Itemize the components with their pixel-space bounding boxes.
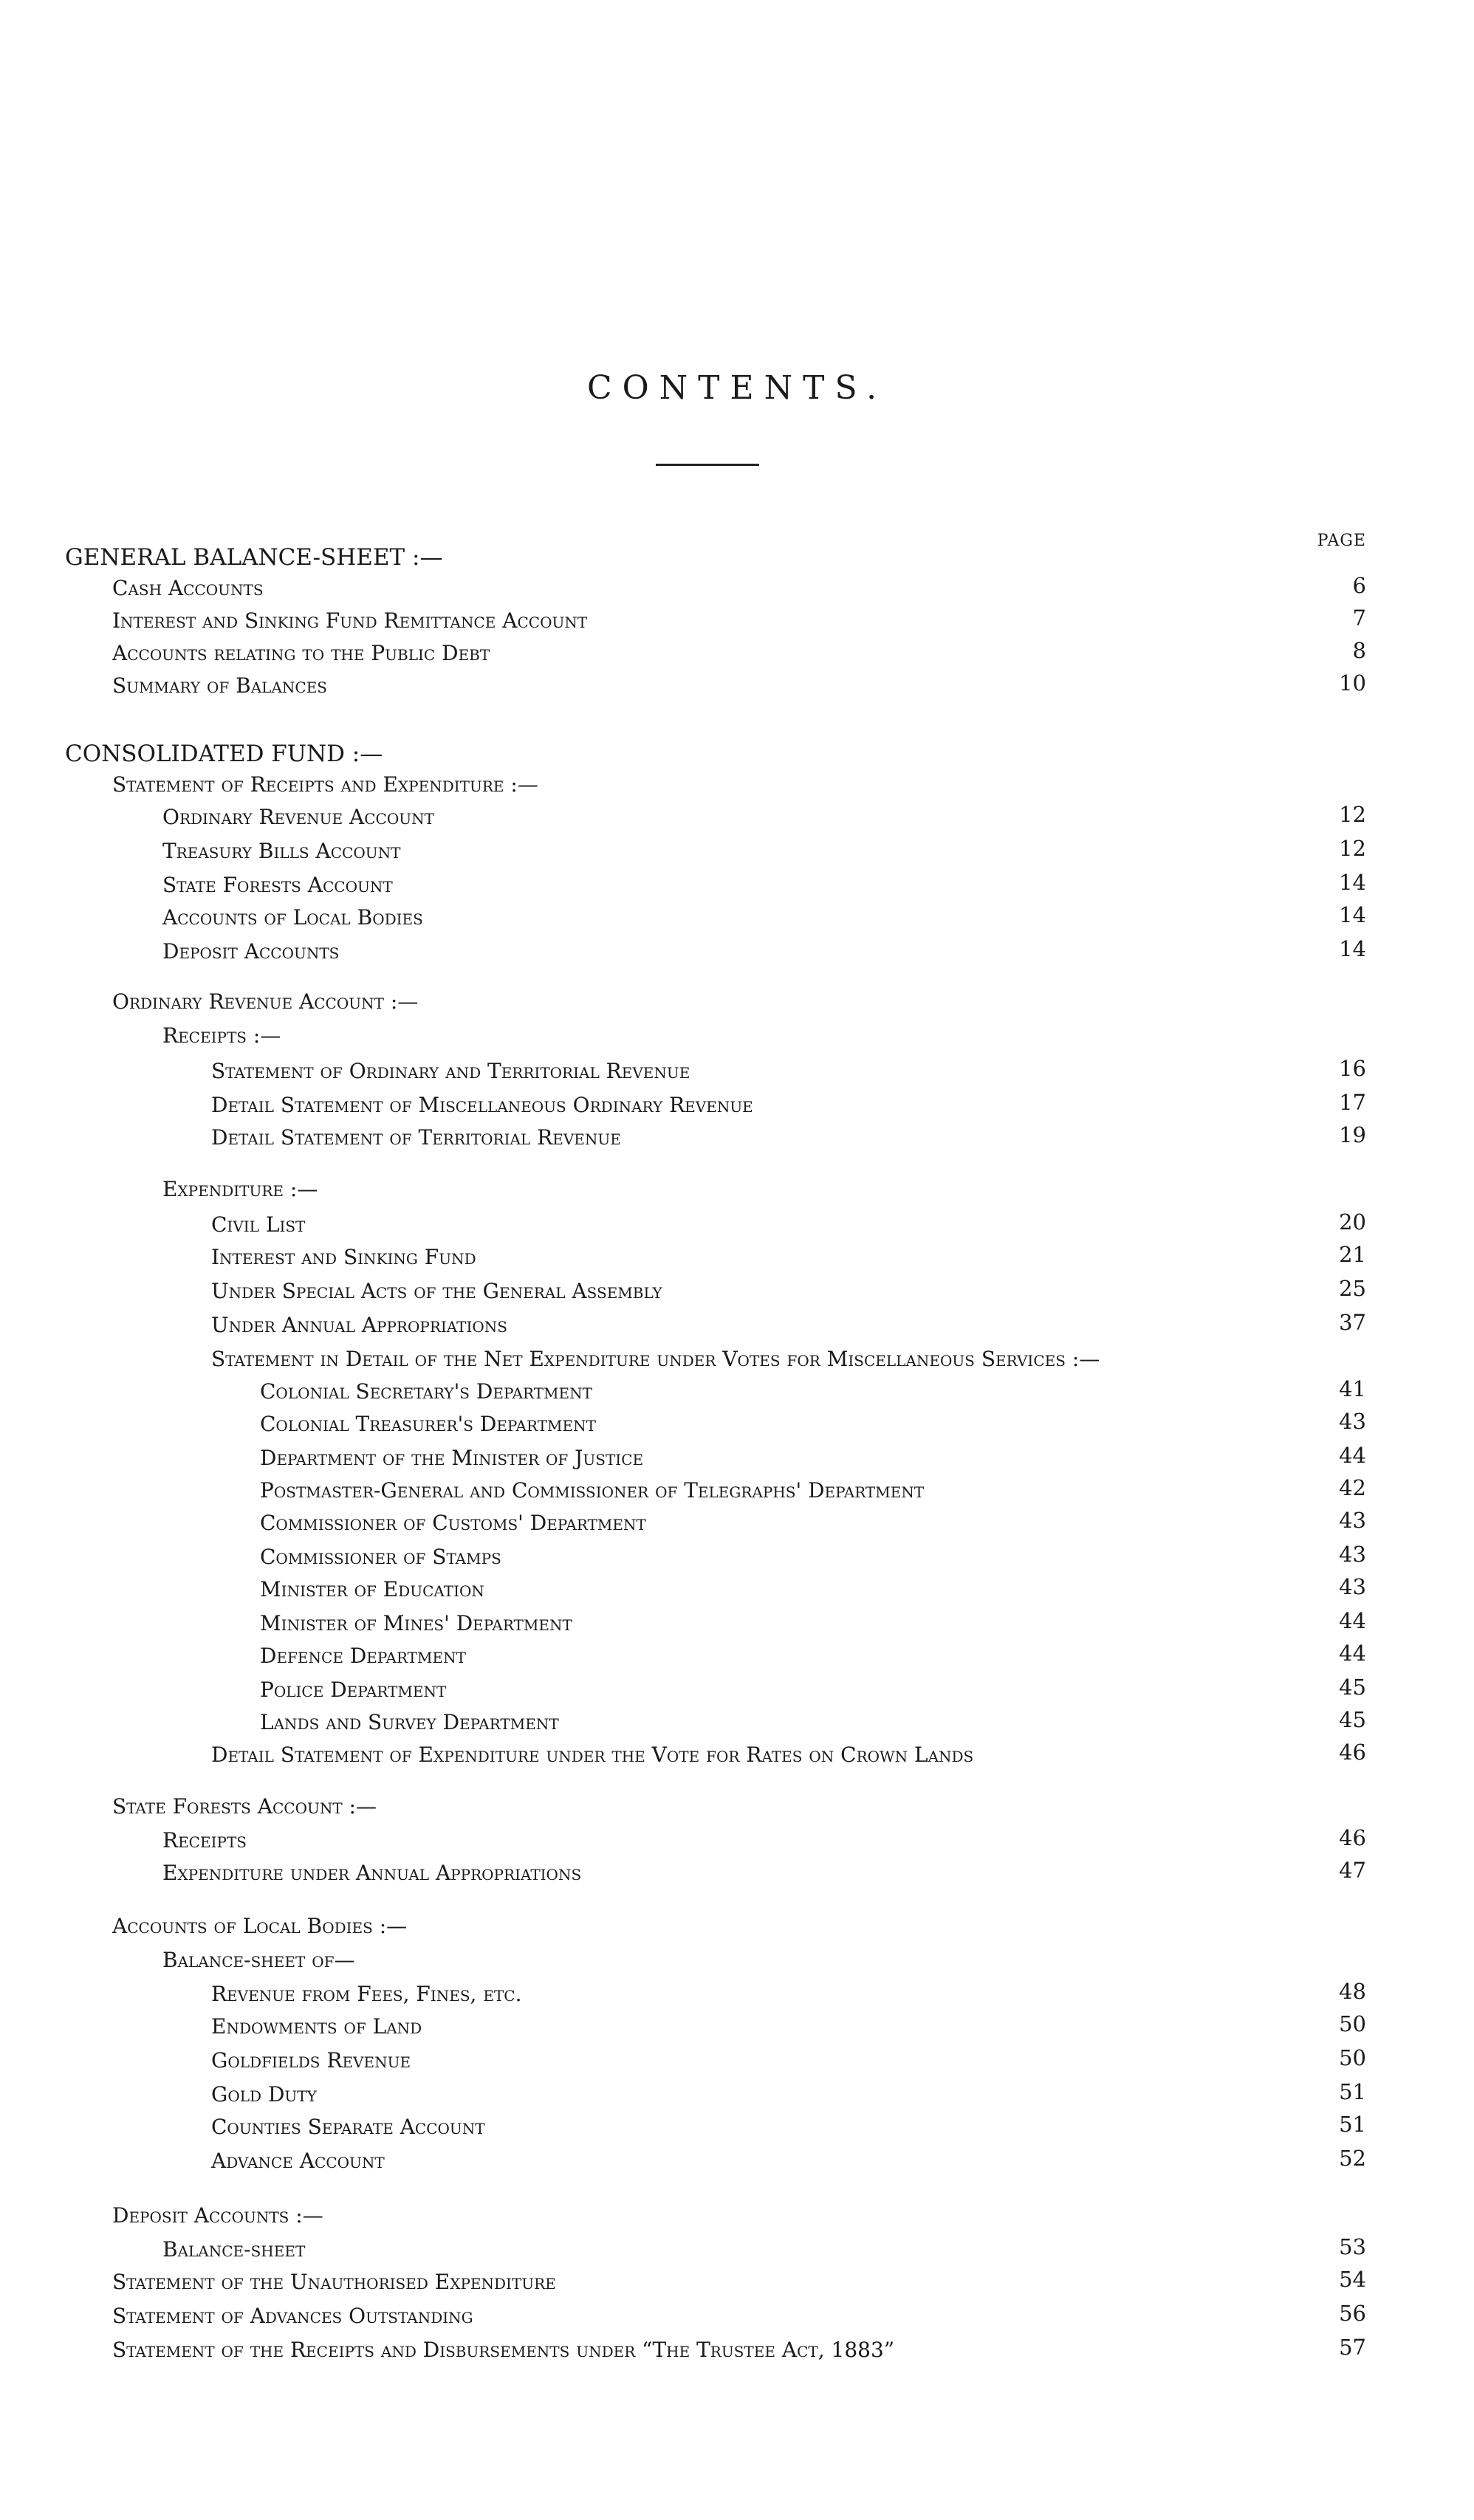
toc-entry (0, 1827, 1474, 1859)
entry-label: Accounts of Local Bodies (162, 905, 423, 930)
entry-page-number: 19 (1339, 1122, 1366, 1147)
entry-page-number: 46 (1339, 1740, 1366, 1765)
entry-label: Accounts of Local Bodies :— (112, 1914, 408, 1938)
entry-page-number: 50 (1339, 2045, 1366, 2070)
entry-page-number: 44 (1339, 1641, 1366, 1666)
entry-label: Revenue from Fees, Fines, etc. (211, 1982, 522, 2006)
section-heading (0, 543, 1474, 576)
entry-label: Statement in Detail of the Net Expenditure under Votes for Miscellaneous Services :— (211, 1347, 1100, 1371)
entry-label: Minister of Mines' Department (260, 1611, 572, 1635)
entry-page-number: 41 (1339, 1376, 1366, 1401)
entry-label: Minister of Education (260, 1577, 484, 1601)
entry-page-number: 20 (1339, 1209, 1366, 1235)
toc-entry (0, 1057, 1474, 1090)
entry-label: Statement of the Receipts and Disbursements under “The Trustee Act, 1883” (112, 2338, 895, 2362)
entry-label: CONSOLIDATED FUND :— (65, 741, 383, 767)
toc-entry (0, 1980, 1474, 2013)
toc-entry (0, 1124, 1474, 1156)
toc-entry (0, 1576, 1474, 1608)
toc-entry (0, 1277, 1474, 1310)
entry-page-number: 45 (1339, 1707, 1366, 1732)
toc-entry (0, 574, 1474, 607)
toc-entry (0, 837, 1474, 870)
toc-entry (0, 1642, 1474, 1675)
toc-entry (0, 1311, 1474, 1344)
toc-entry (0, 2113, 1474, 2146)
entry-label: Commissioner of Customs' Department (260, 1511, 646, 1535)
toc-entry (0, 1175, 1474, 1208)
toc-entry (0, 988, 1474, 1020)
entry-label: Goldfields Revenue (211, 2048, 411, 2073)
entry-page-number: 46 (1339, 1825, 1366, 1850)
entry-page-number: 52 (1339, 2146, 1366, 2171)
entry-page-number: 14 (1339, 936, 1366, 961)
entry-label: Accounts relating to the Public Debt (112, 641, 490, 665)
entry-label: Receipts (162, 1828, 247, 1853)
entry-label: State Forests Account (162, 873, 393, 897)
entry-page-number: 12 (1339, 836, 1366, 861)
toc-entry (0, 2202, 1474, 2234)
toc-entry (0, 1091, 1474, 1124)
entry-label: Colonial Secretary's Department (260, 1379, 592, 1404)
entry-label: Ordinary Revenue Account :— (112, 989, 419, 1014)
toc-entry (0, 803, 1474, 836)
toc-entry (0, 1912, 1474, 1945)
entry-label: Defence Department (260, 1644, 466, 1668)
toc-entry (0, 2147, 1474, 2180)
toc-entry (0, 1477, 1474, 1509)
entry-page-number: 53 (1339, 2234, 1366, 2259)
entry-label: Cash Accounts (112, 576, 264, 600)
entry-page-number: 51 (1339, 2112, 1366, 2137)
entry-page-number: 48 (1339, 1979, 1366, 2004)
toc-entry (0, 607, 1474, 639)
toc-entry (0, 1543, 1474, 1576)
section-heading (0, 740, 1474, 772)
entry-label: Statement of Ordinary and Territorial Revenue (211, 1059, 690, 1083)
entry-label: Under Special Acts of the General Assembly (211, 1279, 662, 1303)
entry-page-number: 51 (1339, 2079, 1366, 2104)
entry-label: Summary of Balances (112, 673, 328, 698)
entry-page-number: 37 (1339, 1310, 1366, 1335)
entry-page-number: 44 (1339, 1608, 1366, 1633)
toc-entry (0, 771, 1474, 803)
entry-label: Postmaster-General and Commissioner of Telegraphs' Department (260, 1478, 925, 1503)
entry-page-number: 56 (1339, 2301, 1366, 2326)
toc-entry (0, 2236, 1474, 2268)
entry-page-number: 45 (1339, 1675, 1366, 1700)
entry-page-number: 47 (1339, 1858, 1366, 1883)
toc-entry (0, 1859, 1474, 1892)
entry-label: Deposit Accounts :— (112, 2203, 323, 2228)
entry-page-number: 10 (1339, 670, 1366, 696)
entry-page-number: 57 (1339, 2335, 1366, 2360)
entry-label: Detail Statement of Expenditure under the Vote for Rates on Crown Lands (211, 1743, 974, 1767)
entry-page-number: 14 (1339, 870, 1366, 895)
entry-label: Detail Statement of Miscellaneous Ordinary Revenue (211, 1093, 753, 1117)
toc-entry (0, 2268, 1474, 2301)
toc-entry (0, 2302, 1474, 2335)
entry-page-number: 12 (1339, 802, 1366, 827)
toc-entry (0, 639, 1474, 672)
entry-label: Lands and Survey Department (260, 1710, 559, 1734)
entry-page-number: 6 (1352, 573, 1366, 598)
entry-label: Treasury Bills Account (162, 839, 401, 863)
entry-label: Deposit Accounts (162, 939, 340, 964)
entry-label: Under Annual Appropriations (211, 1313, 507, 1337)
entry-page-number: 43 (1339, 1574, 1366, 1599)
entry-label: Colonial Treasurer's Department (260, 1412, 596, 1436)
toc-entry (0, 1345, 1474, 1378)
entry-label: Civil List (211, 1212, 306, 1237)
toc-entry (0, 2336, 1474, 2369)
page-title: CONTENTS. (586, 369, 888, 407)
entry-label: Statement of Receipts and Expenditure :— (112, 772, 538, 797)
toc-entry (0, 2081, 1474, 2113)
toc-entry (0, 1378, 1474, 1410)
entry-page-number: 7 (1352, 605, 1366, 631)
entry-page-number: 44 (1339, 1443, 1366, 1468)
entry-page-number: 50 (1339, 2011, 1366, 2036)
entry-page-number: 43 (1339, 1508, 1366, 1533)
entry-label: Counties Separate Account (211, 2115, 485, 2139)
entry-label: Endowments of Land (211, 2014, 422, 2039)
entry-label: GENERAL BALANCE-SHEET :— (65, 544, 443, 571)
entry-label: Gold Duty (211, 2082, 317, 2107)
toc-entry (0, 871, 1474, 904)
entry-page-number: 43 (1339, 1409, 1366, 1434)
entry-label: Interest and Sinking Fund Remittance Account (112, 608, 588, 633)
toc-entry (0, 1676, 1474, 1709)
entry-label: Ordinary Revenue Account (162, 805, 434, 829)
entry-label: Balance-sheet (162, 2237, 306, 2262)
entry-page-number: 8 (1352, 638, 1366, 663)
toc-entry (0, 2013, 1474, 2045)
entry-label: Department of the Minister of Justice (260, 1446, 644, 1470)
entry-label: Statement of Advances Outstanding (112, 2304, 473, 2328)
toc-entry (0, 1741, 1474, 1774)
entry-label: Police Department (260, 1678, 447, 1702)
toc-entry (0, 1444, 1474, 1477)
toc-entry (0, 1211, 1474, 1243)
entry-page-number: 54 (1339, 2267, 1366, 2292)
page-column-header: PAGE (1317, 532, 1366, 550)
toc-entry (0, 2047, 1474, 2079)
toc-entry (0, 1243, 1474, 1276)
entry-page-number: 16 (1339, 1056, 1366, 1081)
entry-label: Expenditure under Annual Appropriations (162, 1861, 582, 1885)
entry-label: Expenditure :— (162, 1177, 318, 1201)
entry-label: Statement of the Unauthorised Expenditure (112, 2270, 556, 2294)
toc-entry (0, 904, 1474, 936)
entry-page-number: 43 (1339, 1542, 1366, 1567)
toc-entry (0, 1610, 1474, 1642)
entry-page-number: 14 (1339, 902, 1366, 927)
toc-entry (0, 672, 1474, 704)
toc-entry (0, 1410, 1474, 1443)
entry-page-number: 42 (1339, 1475, 1366, 1500)
entry-label: Detail Statement of Territorial Revenue (211, 1125, 621, 1150)
toc-entry (0, 1022, 1474, 1054)
toc-entry (0, 938, 1474, 970)
toc-entry (0, 1709, 1474, 1741)
entry-label: State Forests Account :— (112, 1794, 377, 1819)
toc-entry (0, 1793, 1474, 1825)
entry-page-number: 17 (1339, 1090, 1366, 1115)
entry-label: Interest and Sinking Fund (211, 1245, 476, 1269)
entry-label: Advance Account (211, 2149, 385, 2173)
entry-page-number: 25 (1339, 1276, 1366, 1301)
toc-entry (0, 1509, 1474, 1542)
entry-label: Receipts :— (162, 1023, 281, 1048)
toc-entry (0, 1946, 1474, 1979)
entry-label: Balance-sheet of— (162, 1948, 355, 1972)
entry-label: Commissioner of Stamps (260, 1545, 501, 1569)
entry-page-number: 21 (1339, 1242, 1366, 1267)
